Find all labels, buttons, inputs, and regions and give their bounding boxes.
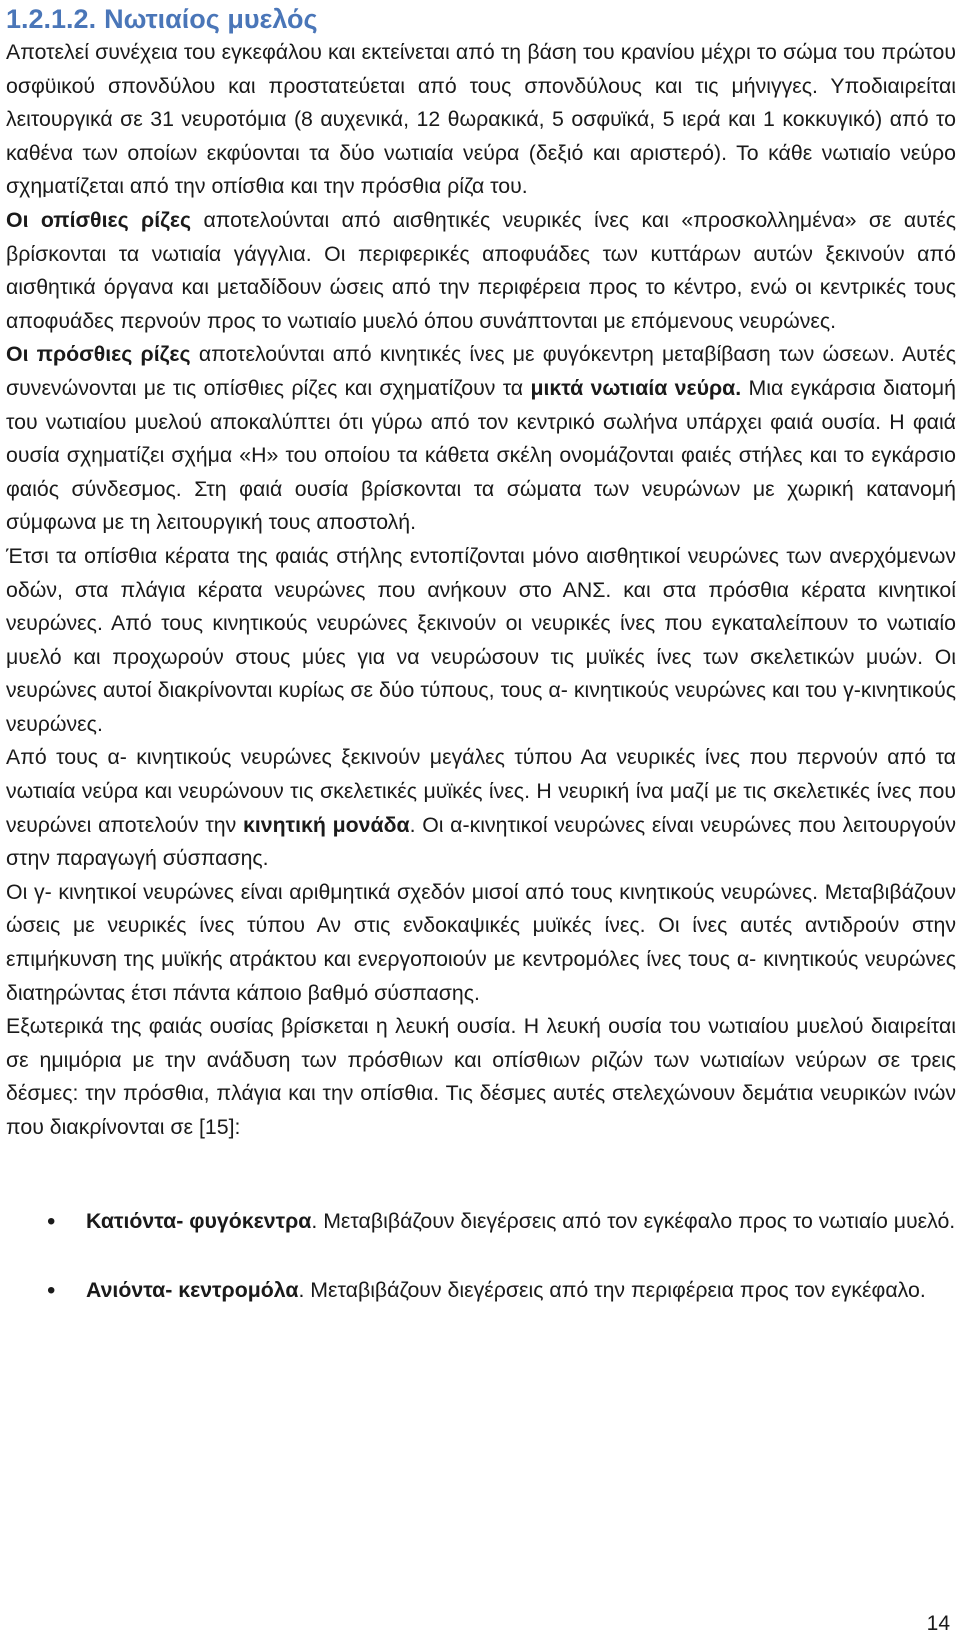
paragraph-alpha-motor: Από τους α- κινητικούς νευρώνες ξεκινούν μεγάλες τύπου Αα νευρικές ίνες που περνούν από τα νωτιαία νεύρα και νευρώνουν τις σκελετικές μυϊκές ίνες. Η νευρική ίνα μαζί με τις σκελετικές ίνες που νευρώνει αποτελούν την κινητική μονάδα. Οι α-κινητικοί νευρώνες είναι νευρώνες που λειτουργούν στην παραγωγή σύσπασης. xyxy=(6,745,956,871)
list-item: • Ανιόντα- κεντρομόλα. Μεταβιβάζουν διεγέρσεις από την περιφέρεια προς τον εγκέφαλο. xyxy=(6,1274,956,1308)
paragraph-horns: Έτσι τα οπίσθια κέρατα της φαιάς στήλης εντοπίζονται μόνο αισθητικοί νευρώνες των ανερχόμενων οδών, στα πλάγια κέρατα νευρώνες που ανήκουν στο ΑΝΣ. και στα πρόσθια κέρατα κινητικοί νευρώνες. Από τους κινητικούς νευρώνες ξεκινούν οι νευρικές ίνες που εγκαταλείπουν το νωτιαίο μυελό και προχωρούν στους μύες για να νευρώσουν τις μυϊκές ίνες των σκελετικών μυών. Οι νευρώνες αυτοί διακρίνονται κυρίως σε δύο τύπους, τους α- κινητικούς νευρώνες και του γ-κινητικούς νευρώνες. xyxy=(6,543,956,736)
paragraph-intro: Αποτελεί συνέχεια του εγκεφάλου και εκτείνεται από τη βάση του κρανίου μέχρι το σώμα του πρώτου οσφϋικού σπονδύλου και προστατεύεται από τους σπονδύλους και τις μήνιγγες. Υποδιαιρείται λειτουργικά σε 31 νευροτόμια (8 αυχενικά, 12 θωρακικά, 5 οσφυϊκά, 5 ιερά και 1 κοκκυγικό) από το καθένα των οποίων εκφύονται τα δύο νωτιαία νεύρα (δεξιό και αριστερό). Το κάθε νωτιαίο νεύρο σχηματίζεται από την οπίσθια και την πρόσθια ρίζα του. xyxy=(6,40,956,199)
paragraph-anterior-roots: Οι πρόσθιες ρίζες αποτελούνται από κινητικές ίνες με φυγόκεντρη μεταβίβαση των ώσεων. Αυτές συνενώνονται με τις οπίσθιες ρίζες και σχηματίζουν τα μικτά νωτιαία νεύρα. Μια εγκάρσια διατομή του νωτιαίου μυελού αποκαλύπτει ότι γύρω από τον κεντρικό σωλήνα υπάρχει φαιά ουσία. Η φαιά ουσία σχηματίζει σχήμα «Η» του οποίου τα κάθετα σκέλη ονομάζονται φαιές στήλες και το εγκάρσιο φαιός σύνδεσμος. Στη φαιά ουσία βρίσκονται τα σώματα των νευρώνων με χωρική κατανομή σύμφωνα με τη λειτουργική τους αποστολή. xyxy=(6,342,957,535)
paragraph-white-matter: Εξωτερικά της φαιάς ουσίας βρίσκεται η λευκή ουσία. Η λευκή ουσία του νωτιαίου μυελού διαιρείται σε ημιμόρια με την ανάδυση των πρόσθιων και οπίσθιων ριζών των νωτιαίων νεύρων σε τρεις δέσμες: την πρόσθια, πλάγια και την οπίσθια. Τις δέσμες αυτές στελεχώνουν δεμάτια νευρικών ινών που διακρίνονται σε [15]: xyxy=(6,1014,956,1139)
bullet-icon: • xyxy=(47,1207,56,1235)
section-heading xyxy=(6,0,956,36)
list-item: • Κατιόντα- φυγόκεντρα. Μεταβιβάζουν διεγέρσεις από τον εγκέφαλο προς το νωτιαίο μυελό. xyxy=(6,1205,956,1239)
paragraph-gamma-motor: Οι γ- κινητικοί νευρώνες είναι αριθμητικά σχεδόν μισοί από τους κινητικούς νευρώνες. Μεταβιβάζουν ώσεις με νευρικές ίνες τύπου Αν στις ενδοκαψικές μυϊκές ίνες. Οι ίνες αυτές αντιδρούν στην επιμήκυνση της μυϊκής ατράκτου και ενεργοποιούν με κεντρομόλες ίνες τους α- κινητικούς νευρώνες διατηρώντας έτσι πάντα κάποιο βαθμό σύσπασης. xyxy=(6,879,956,1005)
term-motor-unit: κινητική μονάδα xyxy=(242,812,410,837)
bullet-list xyxy=(6,1205,956,1308)
paragraph-posterior-roots: Οι οπίσθιες ρίζες αποτελούνται από αισθητικές νευρικές ίνες και «προσκολλημένα» σε αυτές βρίσκονται τα νωτιαία γάγγλια. Οι περιφερικές αποφυάδες των κυττάρων αυτών ξεκινούν από αισθητικά όργανα και μεταδίδουν ώσεις από την περιφέρεια προς το κέντρο, ενώ οι κεντρικές τους αποφυάδες περνούν προς το νωτιαίο μυελό όπου συνάπτονται με επόμενους νευρώνες. xyxy=(6,207,956,333)
section-title: Νωτιαίος μυελός xyxy=(104,4,318,34)
page-number: 14 xyxy=(926,1612,950,1635)
document-page xyxy=(6,0,956,1308)
term-anterior-roots: Οι πρόσθιες ρίζες xyxy=(6,342,191,367)
term-posterior-roots: Οι οπίσθιες ρίζες xyxy=(6,207,192,232)
bullet-icon: • xyxy=(47,1277,56,1305)
section-number: 1.2.1.2. xyxy=(6,4,97,34)
term-mixed-spinal-nerves: μικτά νωτιαία νεύρα. xyxy=(530,375,742,400)
